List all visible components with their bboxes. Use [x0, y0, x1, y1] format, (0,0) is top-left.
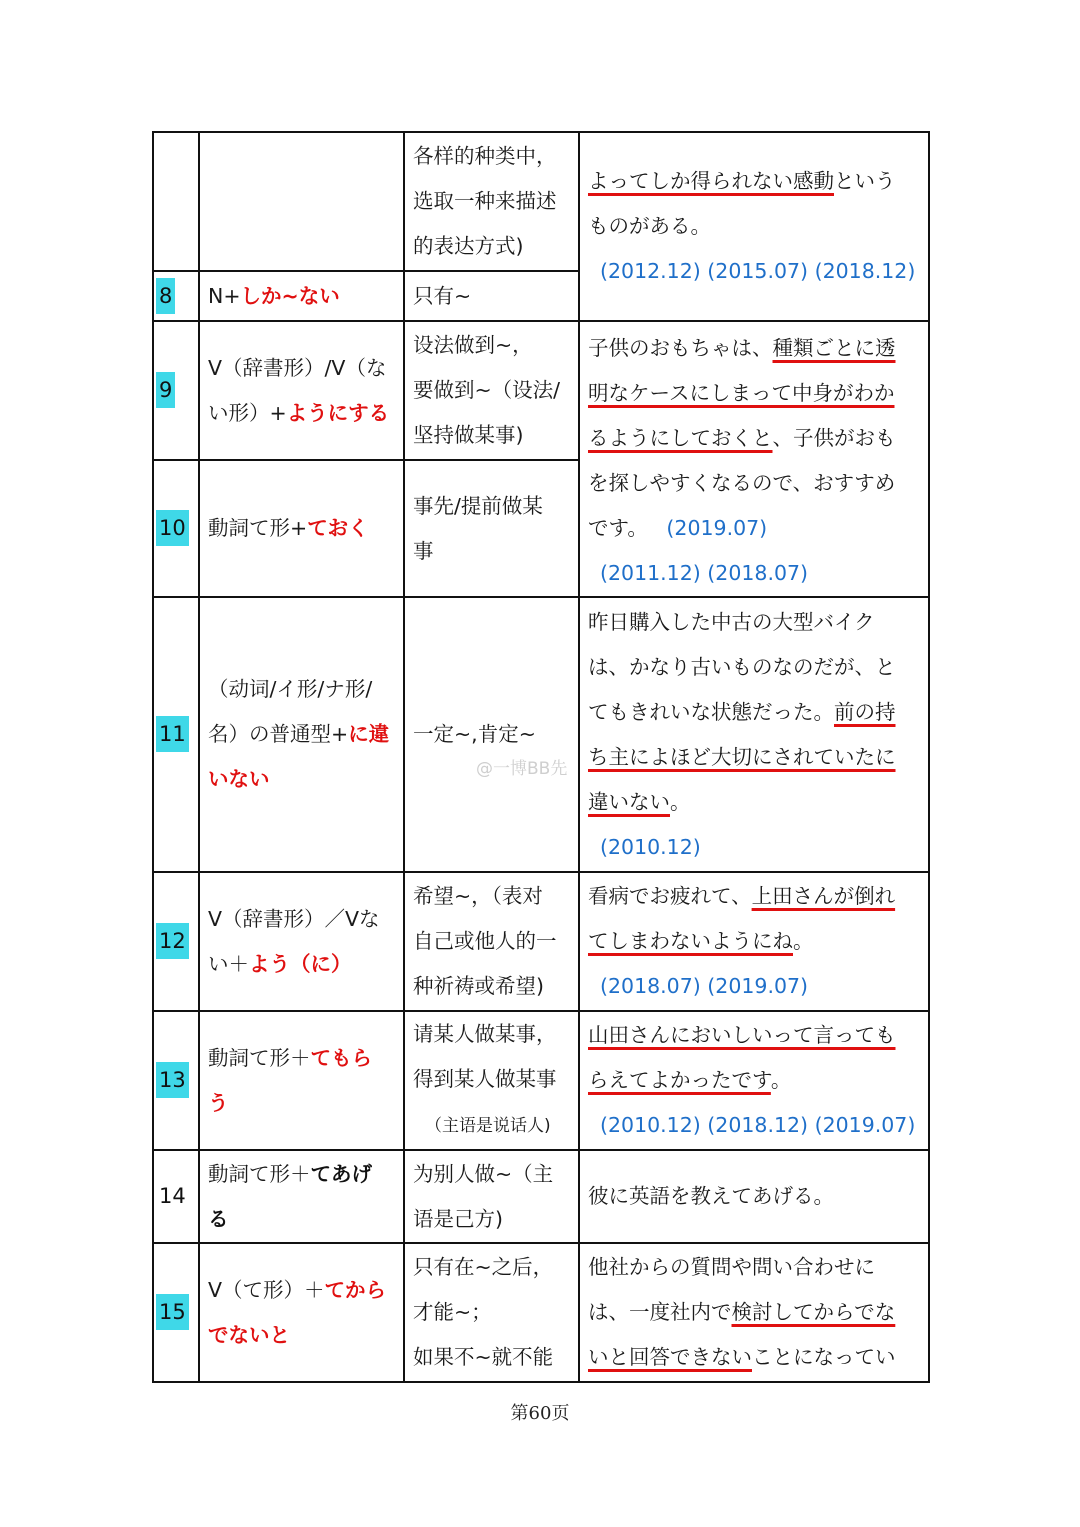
example-cell: 昨日購入した中古の大型バイク は、かなり古いものなのだが、と てもきれいな状態だった。前の持 ち主によほど大切にされていたに 違いない。 (2010.12) [579, 597, 929, 872]
row-number: 13 [156, 1062, 189, 1098]
exam-years: (2011.12) (2018.07) [600, 561, 809, 585]
meaning-cell: 一定~,肯定~ [404, 597, 579, 872]
row-number: 9 [156, 372, 175, 408]
pattern-cell-empty [199, 132, 404, 271]
pattern-cell: V（辞書形）/V（な い形）+ようにする [199, 321, 404, 460]
page-number: 第60页 [510, 1403, 570, 1424]
example-cell: 他社からの質問や問い合わせに は、一度社内で検討してからでな いと回答できないことになってい [579, 1243, 929, 1382]
pattern-cell: （动词/イ形/ナ形/ 名）の普通型+に違 いない [199, 597, 404, 872]
table-row [153, 1011, 929, 1150]
exam-years: (2012.12) (2015.07) (2018.12) [600, 259, 916, 283]
table-row [153, 132, 929, 271]
exam-years: (2019.07) [666, 516, 768, 540]
pattern-cell: V（辞書形）／Vな い＋よう（に） [199, 872, 404, 1011]
exam-years: (2010.12) (2018.12) (2019.07) [600, 1113, 916, 1137]
meaning-cell: 希望~，（表对 自己或他人的一 种祈祷或希望) [404, 872, 579, 1011]
pattern-cell: 動詞て形＋てあげ る [199, 1150, 404, 1243]
meaning-cell: 只有~ [404, 271, 579, 321]
exam-years: (2018.07) (2019.07) [600, 974, 809, 998]
example-cell: 子供のおもちゃは、種類ごとに透 明なケースにしまって中身がわか るようにしておくと、子供がおも を探しやすくなるので、おすすめ です。 (2019.07) (2011.12) (2018.07) [579, 321, 929, 597]
pattern-cell: V（て形）＋てから でないと [199, 1243, 404, 1382]
pattern-cell: 動詞て形+ておく [199, 460, 404, 597]
table-row [153, 597, 929, 872]
row-number: 14 [159, 1184, 186, 1208]
example-cell: 看病でお疲れて、上田さんが倒れ てしまわないようにね。 (2018.07) (2019.07) [579, 872, 929, 1011]
meaning-cell: 事先/提前做某 事 [404, 460, 579, 597]
table-row [153, 1243, 929, 1382]
example-cell: 山田さんにおいしいって言っても らえてよかったです。 (2010.12) (2018.12) (2019.07) [579, 1011, 929, 1150]
meaning-cell: 各样的种类中， 选取一种来描述 的表达方式) [404, 132, 579, 271]
meaning-cell: 为别人做~（主 语是己方) [404, 1150, 579, 1243]
table-row [153, 1150, 929, 1243]
example-cell: よってしか得られない感動という ものがある。 (2012.12) (2015.07) (2018.12) [579, 132, 929, 321]
exam-years: (2010.12) [600, 834, 701, 859]
row-number: 12 [156, 923, 189, 959]
table-row [153, 321, 929, 460]
row-number: 15 [156, 1294, 189, 1330]
example-cell: 彼に英語を教えてあげる。 [579, 1150, 929, 1243]
pattern-cell: 動詞て形＋てもら う [199, 1011, 404, 1150]
num-cell-empty [153, 132, 199, 271]
meaning-cell: 设法做到~， 要做到~（设法/ 坚持做某事) [404, 321, 579, 460]
row-number: 11 [156, 716, 189, 752]
row-number: 8 [156, 278, 175, 314]
row-number: 10 [156, 510, 189, 546]
table-row [153, 872, 929, 1011]
pattern-cell: N+しか~ない [199, 271, 404, 321]
meaning-cell: 只有在~之后， 才能~； 如果不~就不能 [404, 1243, 579, 1382]
meaning-cell: 请某人做某事， 得到某人做某事 （主语是说话人) [404, 1011, 579, 1150]
watermark: @一博BB先 [476, 759, 568, 779]
